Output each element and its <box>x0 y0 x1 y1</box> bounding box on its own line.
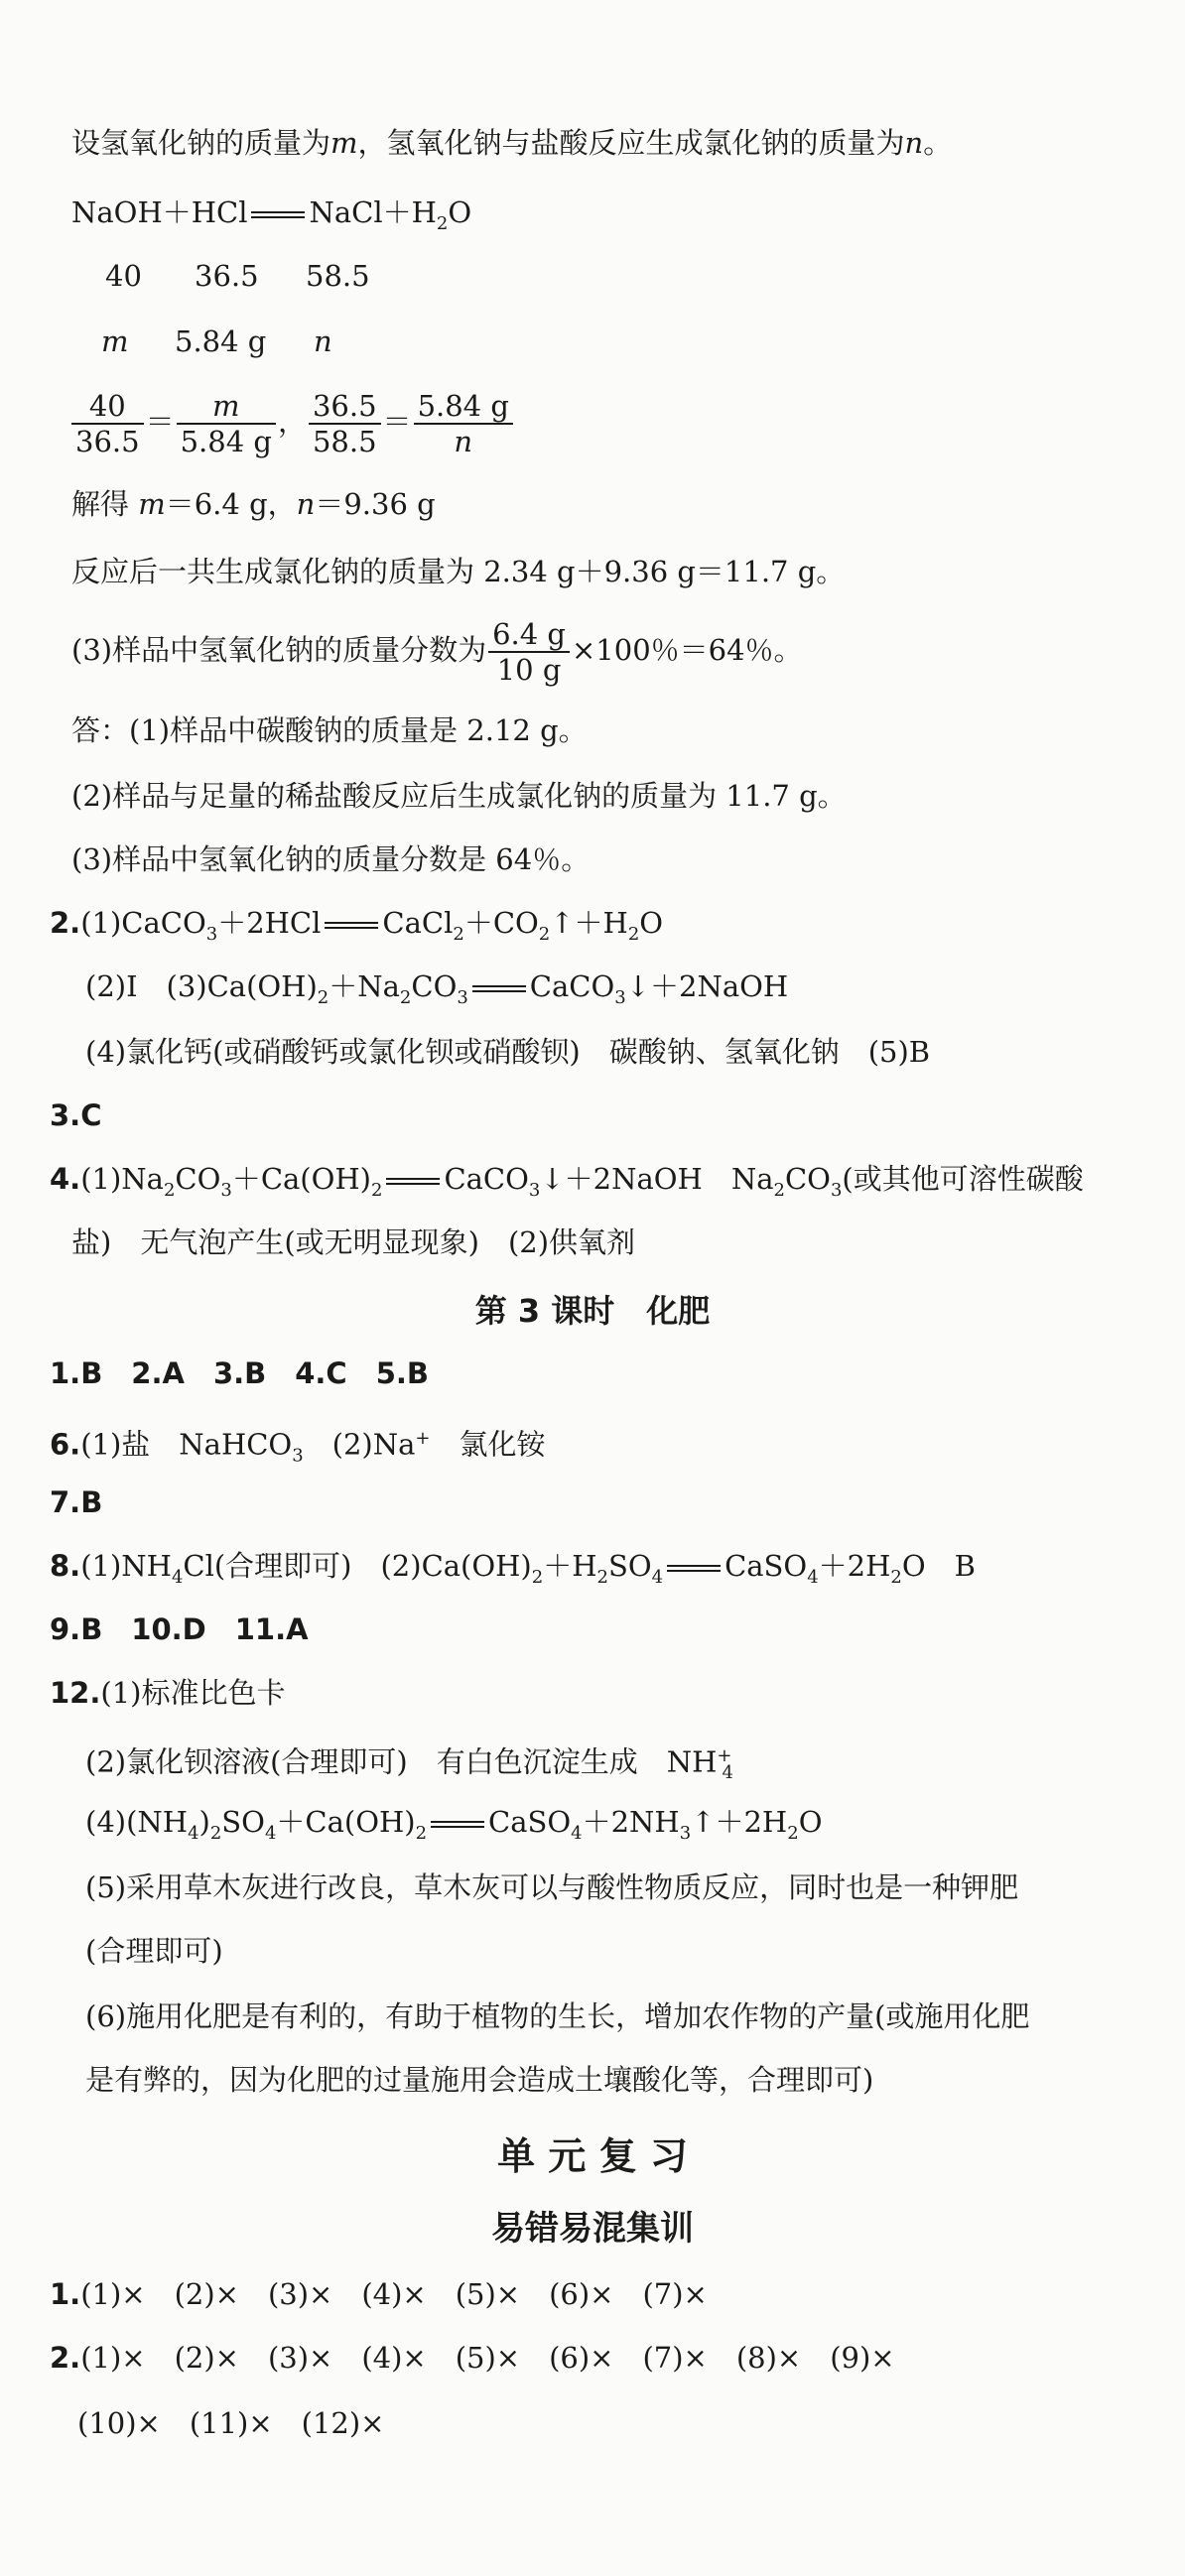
fraction: $\frac{m}{5.84 g}$ <box>177 389 276 458</box>
q12-line-6b: 是有弊的，因为化肥的过量施用会造成土壤酸化等，合理即可) <box>85 2063 874 2097</box>
q12-line-4: $(4)(NH_4)_2SO_4+Ca(OH)_2$ $CaSO_4+2NH_3↑+2H_2O$ <box>85 1805 823 1844</box>
q12-line-2: (2)氯化钡溶液(合理即可) 有白色沉淀生成 $NH^+_4$ <box>85 1744 733 1784</box>
molar-mass-2: 36.5 <box>195 259 259 293</box>
var-row-m: m <box>101 324 129 358</box>
equals-bar <box>325 922 378 929</box>
total-line: 反应后一共生成氯化钠的质量为 2.34 g＋9.36 g＝11.7 g。 <box>71 555 846 588</box>
section-title: 第 3 课时 化肥 <box>474 1292 711 1330</box>
answers-9-11: 9.B 10.D 11.A <box>50 1612 309 1646</box>
q4-line-2: 盐) 无气泡产生(或无明显现象) (2)供氧剂 <box>71 1225 636 1259</box>
review-2-cont: (10)× (11)× (12)× <box>77 2406 385 2440</box>
chemical-equation: NaOH＋HCl $NaCl+H_2O$ <box>71 195 472 234</box>
mass-fraction-line: (3)样品中氢氧化钠的质量分数为 $\frac{6.4 g}{10 g}$ ×100％＝64％。 <box>71 617 803 687</box>
fraction: $\frac{36.5}{58.5}$ <box>309 389 381 458</box>
q8-line: $8.(1)NH_4Cl$(合理即可) $(2)Ca(OH)_2+H_2SO_4$ $CaSO_4+2H_2O$ B <box>50 1549 976 1588</box>
answer-3: (3)样品中氢氧化钠的质量分数是 64％。 <box>71 842 591 876</box>
q3-line: 3.C <box>50 1098 102 1132</box>
fraction: $\frac{40}{36.5}$ <box>71 389 144 458</box>
exercise-title: 易错易混集训 <box>491 2209 694 2249</box>
answer-1: 答：(1)样品中碳酸钠的质量是 2.12 g。 <box>71 713 588 747</box>
unit-review-title: 单 元 复 习 <box>497 2133 688 2178</box>
var-n: n <box>904 126 924 160</box>
molar-mass-row: 40 <box>105 259 142 293</box>
molar-mass-3: 58.5 <box>306 259 370 293</box>
proportion-equations: $\frac{40}{36.5}$ ＝ $\frac{m}{5.84 g}$ ， $\frac{36.5}{58.5}$ ＝ $\frac{5.84 g}{n}$ <box>69 389 515 458</box>
q12-line-6a: (6)施用化肥是有利的，有助于植物的生长，增加农作物的产量(或施用化肥 <box>85 1999 1030 2033</box>
answer-7: 7.B <box>50 1485 103 1519</box>
equals-bar <box>667 1565 721 1572</box>
q2-line-1: 2.(1)CaCO$_3$＋2HCl $CaCl_2+CO_2↑+H_2O$ <box>50 906 664 945</box>
answer-2: (2)样品与足量的稀盐酸反应后生成氯化钠的质量为 11.7 g。 <box>71 779 847 813</box>
var-m: m <box>330 126 358 160</box>
review-1: 1.(1)× (2)× (3)× (4)× (5)× (6)× (7)× <box>50 2277 708 2311</box>
q6-line: 6.(1)盐 NaHCO$_3$ (2)Na+ 氯化铵 <box>50 1427 546 1467</box>
text-line: 设氢氧化钠的质量为m，氢氧化钠与盐酸反应生成氯化钠的质量为n。 <box>71 126 953 160</box>
fraction: $\frac{5.84 g}{n}$ <box>414 389 513 458</box>
equals-bar <box>472 985 526 992</box>
solve-line: 解得 m＝6.4 g，n＝9.36 g <box>71 487 436 521</box>
q4-line-1: $4.(1)Na_2CO_3+Ca(OH)_2$ CaCO$_3$↓＋2NaOH $Na_2CO_3$(或其他可溶性碳酸 <box>50 1162 1084 1201</box>
var-row-n: n <box>314 324 332 358</box>
equals-bar <box>386 1178 440 1185</box>
answers-1-5: 1.B 2.A 3.B 4.C 5.B <box>50 1356 430 1390</box>
q2-line-3: (4)氯化钙(或硝酸钙或氯化钡或硝酸钡) 碳酸钠、氢氧化钠 (5)B <box>85 1035 931 1069</box>
equals-bar <box>251 211 305 218</box>
var-row-mass: 5.84 g <box>175 324 267 358</box>
review-2: 2.(1)× (2)× (3)× (4)× (5)× (6)× (7)× (8)× (9)× <box>50 2341 895 2375</box>
q12-line-5b: (合理即可) <box>85 1934 223 1968</box>
q2-line-2: (2)Ⅰ $(3)Ca(OH)_2+Na_2CO_3$ CaCO$_3$↓＋2NaOH <box>85 969 789 1008</box>
q12-line-5a: (5)采用草木灰进行改良，草木灰可以与酸性物质反应，同时也是一种钾肥 <box>85 1870 1019 1904</box>
q12-line-1: 12.(1)标准比色卡 <box>50 1676 286 1710</box>
equals-bar <box>431 1821 484 1828</box>
fraction: $\frac{6.4 g}{10 g}$ <box>488 617 570 687</box>
